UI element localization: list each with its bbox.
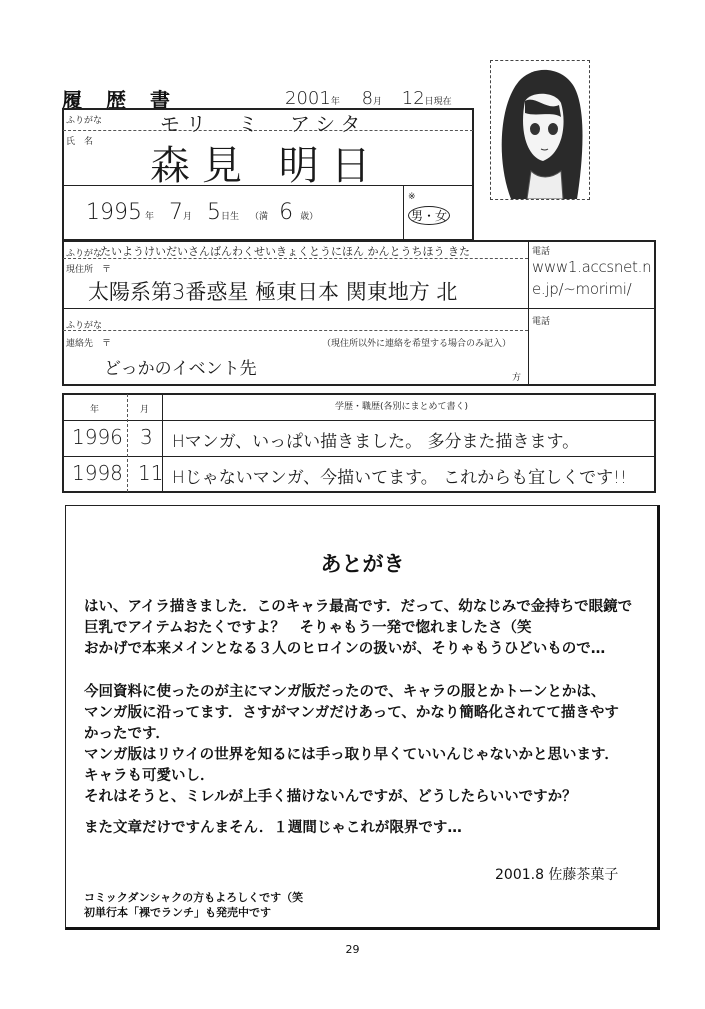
divider [63,420,655,421]
address-furigana-label: ふりがな [66,249,103,259]
birth-month: 7 [169,200,184,225]
afterword-notes [84,890,303,920]
text-line: また文章だけですんまそん．１週間じゃこれが限界です… [84,820,462,836]
row-year: 1998 [72,461,123,485]
divider [63,456,655,457]
text-line: キャラも可愛いし． [84,768,215,784]
row-text: Hじゃないマンガ、今描いてます。 これからも宜しくです!! [172,468,627,488]
text-line: おかげで本来メインとなる３人のヒロインの扱いが、そりゃもうひどいもので… [84,641,606,657]
age-close: 歳） [300,212,319,222]
birth-year-unit: 年 [145,212,155,222]
contact-furigana-label: ふりがな [66,321,103,331]
text-line: それはそうと、ミレルが上手く描けないんですが、どうしたらいいですか？ [84,789,577,805]
girl-portrait-icon [491,61,589,199]
portrait-photo [490,60,590,200]
birth-year: 1995 [86,200,142,225]
contact-label: 連絡先 〒 [66,339,112,349]
header-year: 年 [90,405,100,415]
afterword-paragraph [84,818,462,839]
header-history: 学歴・職歴(各別にまとめて書く) [335,402,469,412]
divider [63,330,528,331]
address-label: 現住所 〒 [66,265,112,275]
row-month: 11 [138,461,164,485]
name-furigana: モリ ミ アシタ [160,112,367,136]
page-number: 29 [345,943,360,956]
birth-day-unit: 日生 [221,212,240,222]
birth-day: 5 [207,200,222,225]
furigana-label: ふりがな [66,116,103,126]
divider [403,185,404,240]
contact-note: （現住所以外に連絡を希望する場合のみ記入） [322,339,512,349]
header-month: 月 [140,405,150,415]
birth-month-unit: 月 [183,212,193,222]
phone-label: 電話 [532,247,551,257]
date-month: 8 [361,88,374,109]
name-label: 氏 名 [66,137,94,147]
row-month: 3 [140,425,153,449]
divider [127,394,128,492]
date-year: 2001 [285,88,331,109]
date-month-unit: 月 [373,97,383,107]
text-line: はい、アイラ描きました．このキャラ最高です．だって、幼なじみで金持ちで眼鏡で [84,599,633,615]
date-day-suffix: 日現在 [424,97,452,107]
text-line: マンガ版に沿ってます．さすがマンガだけあって、かなり簡略化されてて描きやす [84,705,619,721]
resume-date [285,88,452,109]
age-open: （満 [250,212,269,222]
afterword-title: あとがき [320,552,405,576]
text-line: かったです． [84,726,170,742]
note-line: 初単行本「裸でランチ」も発売中です [84,906,271,919]
afterword-signature: 2001.8 佐藤茶菓子 [495,867,619,883]
birth-date [86,200,318,225]
name-value: 森見 明日 [150,143,383,189]
contact-value: どっかのイベント先 [104,359,257,379]
phone-value: www1.accsnet.ne.jp/~morimi/ [532,258,652,298]
contact-suffix: 方 [512,373,522,383]
address-value: 太陽系第3番惑星 極東日本 関東地方 北 [88,280,458,304]
gender-field [408,206,450,225]
resume-title: 履 歴 書 [62,88,172,112]
date-year-unit: 年 [330,97,340,107]
age-value: 6 [279,200,294,225]
afterword-paragraph [84,682,619,808]
date-day: 12 [401,88,425,109]
afterword-paragraph [84,597,632,660]
gender-value: 男・女 [408,206,450,225]
text-line: 巨乳でアイテムおたくですよ？ そりゃもう一発で惚れましたさ（笑 [84,620,532,636]
gender-mark: ※ [408,192,416,202]
text-line: マンガ版はリウイの世界を知るには手っ取り早くていいんじゃないかと思います． [84,747,619,763]
contact-phone-label: 電話 [532,317,551,327]
divider [63,308,655,309]
note-line: コミックダンシャクの方もよろしくです（笑 [84,891,304,904]
divider [528,241,529,385]
address-furigana: たいようけいだいさんばんわくせいきょくとうにほん かんとうちほう きた [100,245,470,258]
text-line: 今回資料に使ったのが主にマンガ版だったので、キャラの服とかトーンとかは、 [84,684,606,700]
row-year: 1996 [72,425,123,449]
row-text: Hマンガ、いっぱい描きました。 多分また描きます。 [172,432,580,452]
